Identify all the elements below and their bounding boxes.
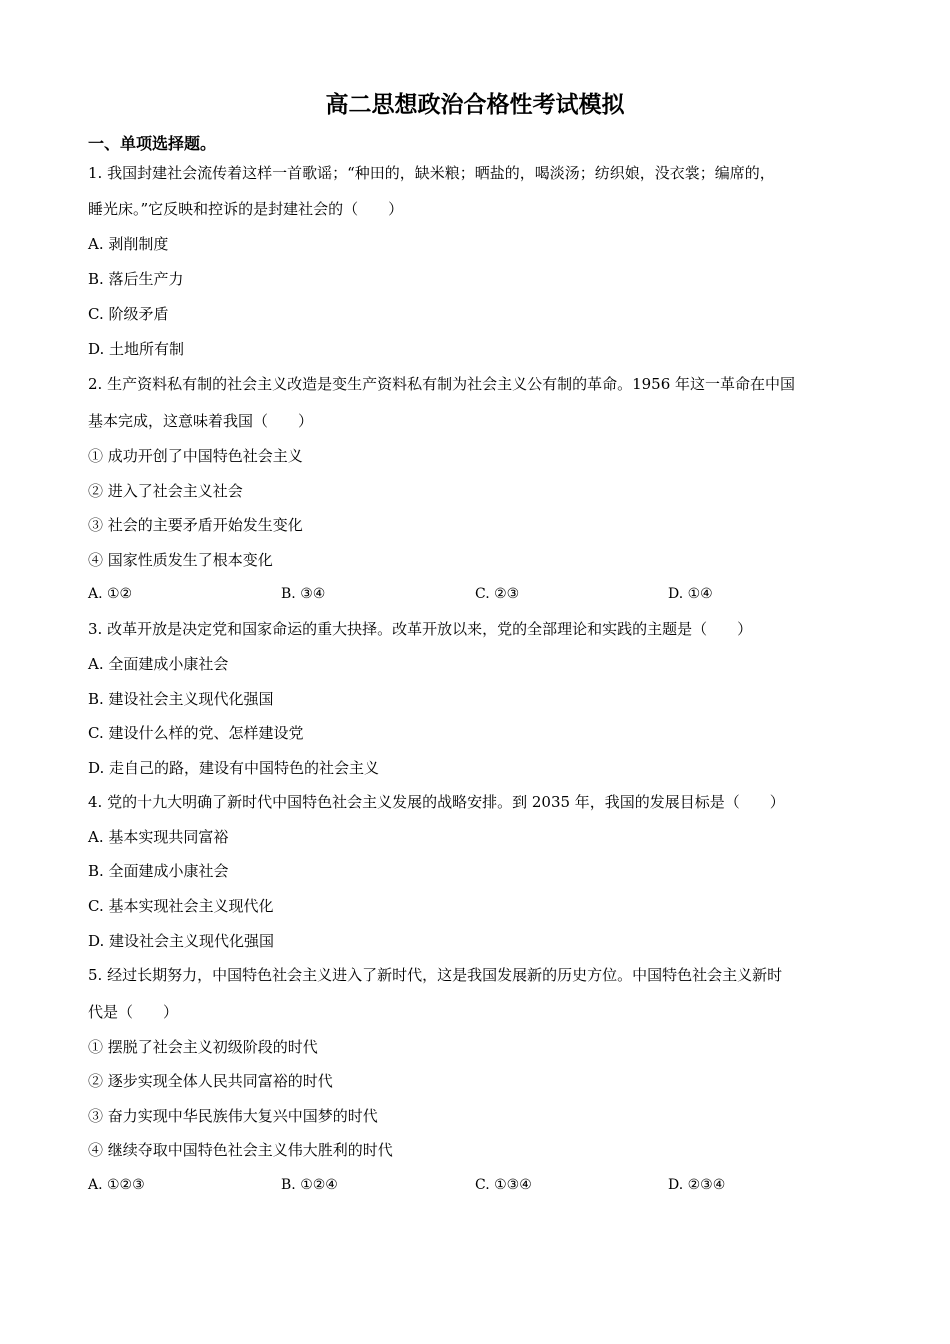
q2-statement-4: ④ 国家性质发生了根本变化 [88, 551, 273, 569]
q1-stem-line1: 1. 我国封建社会流传着这样一首歌谣；“种田的，缺米粮；晒盐的，喝淡汤；纺织娘，没衣裳；编席的， [88, 164, 775, 182]
q1-option-c: C. 阶级矛盾 [88, 305, 169, 323]
q3-option-d: D. 走自己的路，建设有中国特色的社会主义 [88, 759, 380, 777]
q5-statement-3: ③ 奋力实现中华民族伟大复兴中国梦的时代 [88, 1107, 378, 1125]
q2-option-a: A. ①② [88, 586, 133, 602]
q5-option-b: B. ①②④ [281, 1177, 338, 1193]
q5-statement-2: ② 逐步实现全体人民共同富裕的时代 [88, 1072, 333, 1090]
q3-option-c: C. 建设什么样的党、怎样建设党 [88, 724, 304, 742]
q2-statement-3: ③ 社会的主要矛盾开始发生变化 [88, 516, 303, 534]
q4-option-b: B. 全面建成小康社会 [88, 862, 229, 880]
q2-option-c: C. ②③ [475, 586, 520, 602]
q5-option-d: D. ②③④ [668, 1177, 726, 1193]
q1-option-d: D. 土地所有制 [88, 340, 185, 358]
q5-stem-line2: 代是（ ） [88, 1003, 179, 1021]
q1-option-a: A. 剥削制度 [88, 235, 169, 253]
q2-option-b: B. ③④ [281, 586, 326, 602]
section-heading: 一、单项选择题。 [88, 134, 217, 153]
q5-statement-1: ① 摆脱了社会主义初级阶段的时代 [88, 1038, 318, 1056]
q5-option-a: A. ①②③ [88, 1177, 145, 1193]
q1-option-b: B. 落后生产力 [88, 270, 184, 288]
q3-option-a: A. 全面建成小康社会 [88, 655, 229, 673]
q5-stem-line1: 5. 经过长期努力，中国特色社会主义进入了新时代，这是我国发展新的历史方位。中国特色社会主义新时 [88, 966, 783, 984]
q3-stem: 3. 改革开放是决定党和国家命运的重大抉择。改革开放以来，党的全部理论和实践的主题是（ ） [88, 620, 753, 638]
q4-option-c: C. 基本实现社会主义现代化 [88, 897, 274, 915]
page-title: 高二思想政治合格性考试模拟 [325, 91, 625, 118]
q3-option-b: B. 建设社会主义现代化强国 [88, 690, 274, 708]
q5-option-c: C. ①③④ [475, 1177, 532, 1193]
q1-stem-line2: 睡光床。”它反映和控诉的是封建社会的（ ） [88, 200, 404, 218]
q2-statement-2: ② 进入了社会主义社会 [88, 482, 243, 500]
q4-stem: 4. 党的十九大明确了新时代中国特色社会主义发展的战略安排。到 2035 年，我国的发展目标是（ ） [88, 793, 785, 811]
q4-option-a: A. 基本实现共同富裕 [88, 828, 229, 846]
q4-option-d: D. 建设社会主义现代化强国 [88, 932, 275, 950]
q2-option-d: D. ①④ [668, 586, 713, 602]
q2-statement-1: ① 成功开创了中国特色社会主义 [88, 447, 303, 465]
q5-statement-4: ④ 继续夺取中国特色社会主义伟大胜利的时代 [88, 1141, 393, 1159]
q2-stem-line1: 2. 生产资料私有制的社会主义改造是变生产资料私有制为社会主义公有制的革命。1956 年这一革命在中国 [88, 375, 796, 393]
q2-stem-line2: 基本完成，这意味着我国（ ） [88, 412, 314, 430]
